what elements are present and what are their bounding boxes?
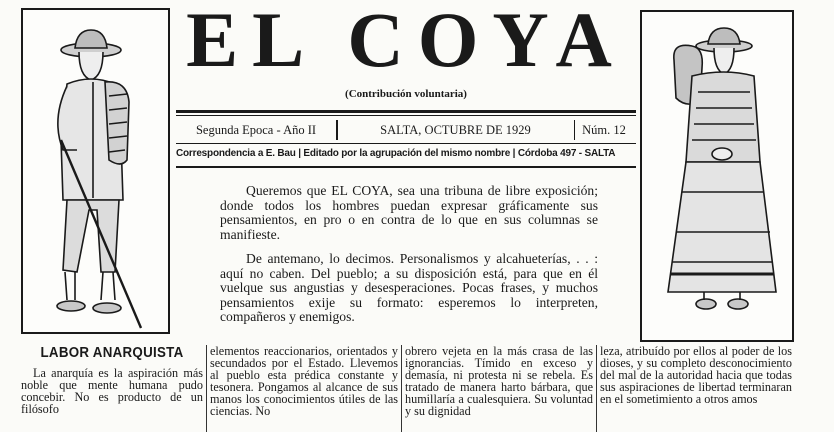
intro-text-2: De antemano, lo decimos. Personalismos y alcahueterías, . . : aquí no caben. Del pueblo; a su disposición está, para que en él vuelque sus angustias y desesperaciones. Pocas frases, y muchos pensamientos exije su formato: esperemos lo interpreten, compañeros y enemigos. [220, 251, 598, 325]
column-divider [401, 345, 402, 432]
column-divider [206, 345, 207, 432]
column-2 [210, 345, 398, 432]
intro-text-1: Queremos que EL COYA, sea una tribuna de libre exposición; donde todos los hombres puedan expresar gráficamente sus pensamientos, en pro o en contra de lo que en sus columnas se manifieste. [220, 183, 598, 242]
column-3 [405, 345, 593, 432]
column-4-text: leza, atribuído por ellos al poder de los dioses, y su completo desconocimiento del mal de la autoridad hacia que todas sus aspiraciones de libertad terminaran en el sometimiento a otros amos [600, 345, 792, 406]
masthead-rule-top [176, 110, 636, 113]
issue-number: Núm. 12 [582, 122, 626, 137]
column-2-text: elementos reaccionarios, orientados y secundados por el Estado. Llevemos al pueblo esta prédica constante y tesonera. Pongamos al alcance de sus manos los conocimientos útiles de las ciencias. No [210, 345, 398, 418]
correspondence-rule [176, 166, 636, 168]
man-figure-drawing [23, 10, 168, 332]
info-bar [176, 118, 634, 142]
correspondence-line: Correspondencia a E. Bau | Editado por la agrupación del mismo nombre | Córdoba 497 - SALTA [176, 148, 616, 159]
column-1 [21, 345, 203, 432]
right-illustration-woman [640, 10, 794, 342]
info-rule [176, 143, 636, 144]
masthead-rule-thin [176, 115, 636, 116]
epoch-label: Segunda Epoca - Año II [195, 122, 317, 137]
column-3-text: obrero vejeta en la más crasa de las ignorancias. Tímido en exceso y demasía, ni protesta ni se rebela. Es tratado de manera harto bárbara, que humillaría a cualesquiera. Su voluntad y su dignidad [405, 345, 593, 418]
column-1-text: La anarquía es la aspiración más noble que mente humana pudo concebir. No es producto de un filósofo [21, 366, 203, 416]
intro-paragraph-2 [220, 252, 598, 325]
column-4 [600, 345, 792, 432]
newspaper-title: EL COYA [186, 0, 626, 83]
headline-labor-anarquista: LABOR ANARQUISTA [40, 345, 184, 361]
contribution-note: (Contribución voluntaria) [345, 88, 467, 100]
woman-figure-drawing [642, 12, 792, 340]
left-illustration-man [21, 8, 170, 334]
column-divider [596, 345, 597, 432]
intro-paragraph-1 [220, 184, 598, 242]
place-date: SALTA, OCTUBRE DE 1929 [380, 122, 531, 137]
